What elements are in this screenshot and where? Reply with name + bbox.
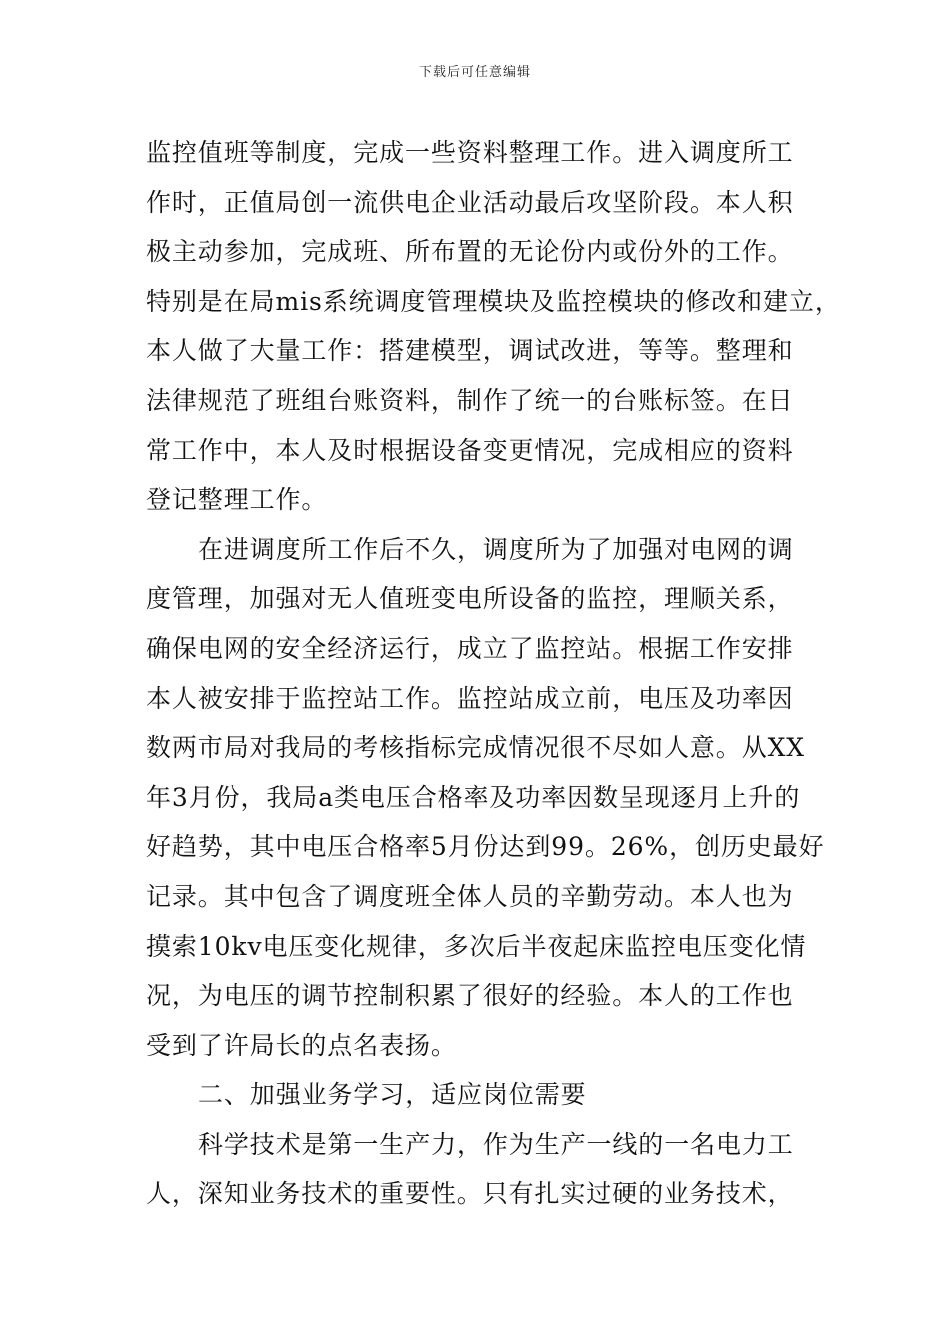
section-heading: 二、加强业务学习，适应岗位需要 [198, 1080, 587, 1110]
text-line: 本人做了大量工作：搭建模型，调试改进，等等。整理和 [146, 336, 794, 366]
text-line: 数两市局对我局的考核指标完成情况很不尽如人意。从XX [146, 733, 805, 763]
text-line: 摸索10kv电压变化规律，多次后半夜起床监控电压变化情 [146, 931, 807, 961]
text-line: 度管理，加强对无人值班变电所设备的监控，理顺关系， [146, 584, 794, 614]
text-line: 况，为电压的调节控制积累了很好的经验。本人的工作也 [146, 981, 794, 1011]
text-line: 登记整理工作。 [146, 485, 328, 515]
body-text [146, 128, 841, 1219]
text-line: 常工作中，本人及时根据设备变更情况，完成相应的资料 [146, 435, 794, 465]
page-header: 下载后可任意编辑 [418, 65, 531, 80]
text-line: 极主动参加，完成班、所布置的无论份内或份外的工作。 [146, 237, 794, 267]
text-line: 受到了许局长的点名表扬。 [146, 1030, 457, 1060]
paragraph-first-line: 科学技术是第一生产力，作为生产一线的一名电力工 [198, 1129, 794, 1159]
text-line: 记录。其中包含了调度班全体人员的辛勤劳动。本人也为 [146, 881, 794, 911]
text-line: 人，深知业务技术的重要性。只有扎实过硬的业务技术， [146, 1179, 794, 1209]
text-line: 本人被安排于监控站工作。监控站成立前，电压及功率因 [146, 683, 794, 713]
text-line: 法律规范了班组台账资料，制作了统一的台账标签。在日 [146, 385, 794, 415]
text-line: 作时，正值局创一流供电企业活动最后攻坚阶段。本人积 [146, 187, 794, 217]
text-line: 年3月份，我局a类电压合格率及功率因数呈现逐月上升的 [146, 782, 801, 812]
paragraph-first-line: 在进调度所工作后不久，调度所为了加强对电网的调 [198, 534, 794, 564]
text-line: 特别是在局mis系统调度管理模块及监控模块的修改和建立， [146, 286, 841, 316]
text-line: 确保电网的安全经济运行，成立了监控站。根据工作安排 [146, 633, 794, 663]
text-line: 好趋势，其中电压合格率5月份达到99。26%，创历史最好 [146, 832, 825, 862]
text-line: 监控值班等制度，完成一些资料整理工作。进入调度所工 [146, 138, 794, 167]
